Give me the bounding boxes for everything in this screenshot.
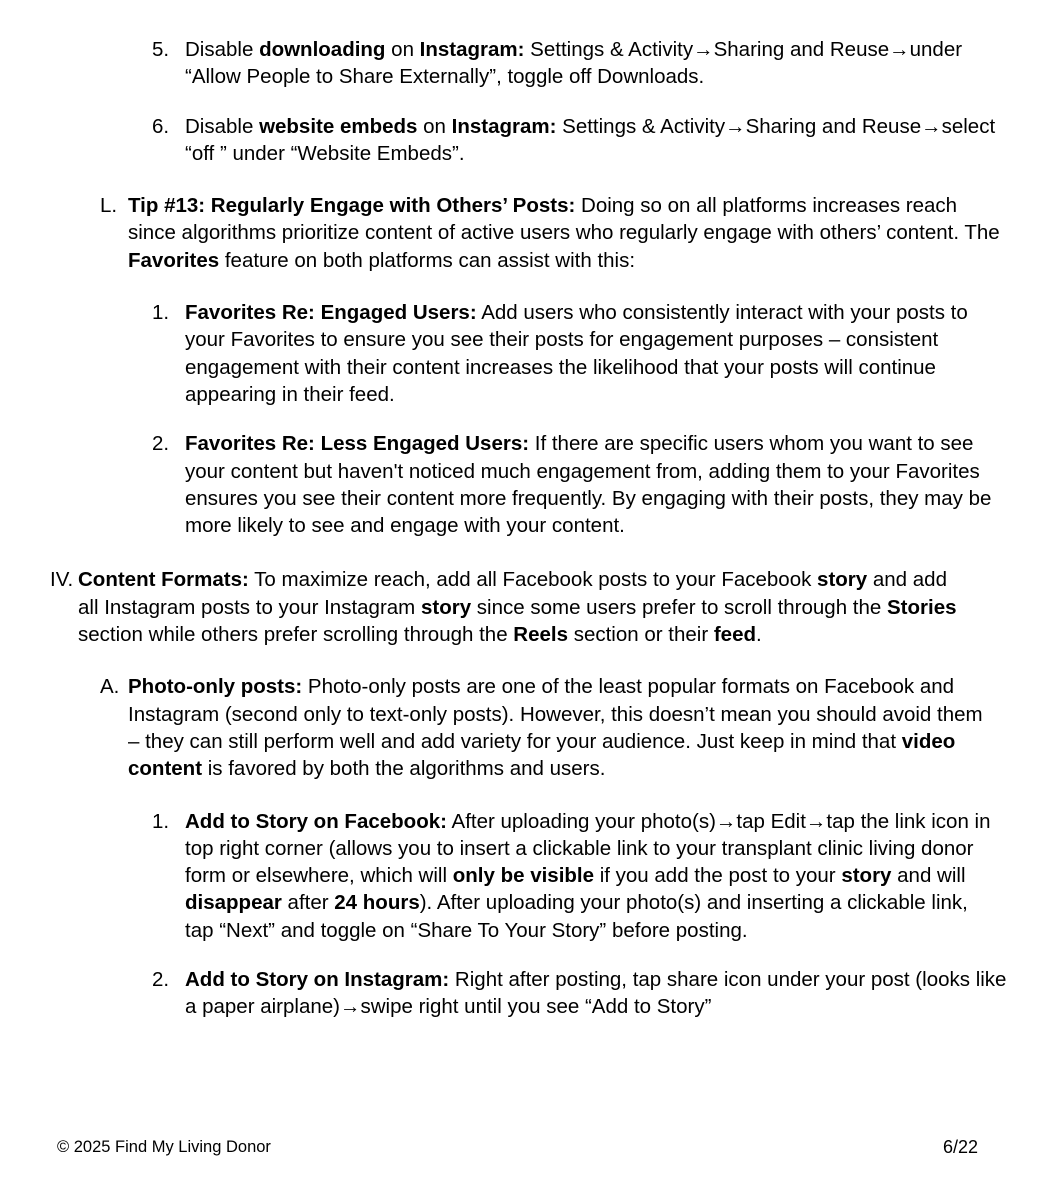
text-run: and will [891, 864, 966, 888]
list-item-text [185, 808, 997, 944]
text-run-bold: feed [713, 623, 757, 647]
text-run: . [756, 623, 762, 647]
text-run: section while others prefer scrolling through the [78, 623, 514, 647]
text-run-bold: disappear [185, 891, 282, 915]
list-item-6 [152, 113, 1015, 168]
text-run: on [417, 114, 452, 138]
text-run-bold: Reels [513, 623, 569, 647]
list-marker: 2. [152, 968, 170, 992]
text-run: Settings & Activity→Sharing and Reuse→select “off ” under “Website Embeds”. [185, 114, 996, 165]
text-run: If there are specific users whom you want to see your content but haven't noticed much engagement from, adding them to your Favorites ensures you see their content more frequently. By engaging with their posts, they may be more likely to see and engage with your content. [185, 432, 992, 538]
text-run: since some users prefer to scroll through the [471, 595, 887, 619]
list-item-text [185, 113, 1015, 168]
text-run: Settings & Activity→Sharing and Reuse→under “Allow People to Share Externally”, toggle off Downloads. [185, 38, 963, 89]
list-marker: L. [100, 194, 118, 218]
list-item-IV [50, 566, 962, 648]
list-item-IV-A [100, 673, 996, 782]
text-run: Disable [185, 38, 260, 61]
list-item-L-2 [152, 430, 1013, 539]
text-run-bold: story [420, 595, 472, 619]
text-run-bold: Add to Story on Instagram: [185, 968, 450, 992]
list-item-5 [152, 36, 985, 91]
text-run-bold: Favorites Re: Engaged Users: [185, 301, 477, 325]
text-run: after [281, 891, 335, 915]
text-run-bold: Add to Story on Facebook: [185, 809, 447, 833]
list-item-text [185, 966, 1007, 1021]
text-run-bold: website embeds [259, 114, 418, 138]
text-run-bold: video content [128, 729, 956, 781]
page-footer [0, 1129, 1040, 1181]
text-run: if you add the post to your [594, 864, 842, 888]
text-run-bold: only be visible [452, 864, 595, 888]
text-run-bold: story [841, 864, 892, 888]
list-item-text [185, 299, 980, 408]
text-run: Add users who consistently interact with your posts to your Favorites to ensure you see their posts for engagement purposes – consistent engagement with their content increases the likelihood that your posts will continue appearing in their feed. [185, 301, 968, 406]
text-run: Disable [185, 114, 260, 138]
list-item-L-1 [152, 299, 980, 408]
list-marker: 1. [152, 809, 170, 833]
list-marker: 1. [152, 301, 170, 325]
text-run: ). After uploading your photo(s) and inserting a clickable link, tap “Next” and toggle on “Share To Your Story” before posting. [185, 891, 968, 942]
list-item-L [100, 192, 1000, 274]
list-item-text [185, 430, 1013, 539]
list-marker: A. [100, 675, 120, 699]
text-run: After uploading your photo(s)→tap Edit→tap the link icon in top right corner (allows you to insert a clickable link to your transplant clinic living donor form or elsewhere, which will [185, 809, 991, 888]
text-run-bold: Instagram: [419, 38, 525, 61]
text-run: To maximize reach, add all Facebook posts to your Facebook [248, 568, 818, 592]
list-item-IV-A-1 [152, 808, 997, 944]
text-run: Doing so on all platforms increases reach since algorithms prioritize content of active users who regularly engage with others’ content. The [128, 194, 1000, 245]
text-run-bold: Photo-only posts: [128, 675, 303, 699]
text-run-bold: 24 hours [334, 891, 420, 915]
document-body [0, 36, 1040, 1021]
list-marker: IV. [50, 568, 74, 592]
text-run-bold: Stories [887, 595, 957, 619]
text-run: and add all Instagram posts to your Instagram [78, 568, 947, 619]
list-item-text [185, 36, 985, 91]
list-item-IV-A-2 [152, 966, 1007, 1021]
text-run-bold: downloading [259, 38, 386, 61]
list-item-text [128, 673, 996, 782]
list-marker: 5. [152, 38, 170, 61]
text-run: section or their [568, 623, 714, 647]
text-run-bold: Tip #13: Regularly Engage with Others’ Posts: [128, 194, 576, 218]
text-run: Right after posting, tap share icon under your post (looks like a paper airplane)→swipe right until you see “Add to Story” [185, 968, 1007, 1019]
text-run-bold: Favorites Re: Less Engaged Users: [185, 432, 530, 456]
text-run-bold: Favorites [128, 248, 220, 272]
text-run: feature on both platforms can assist with this: [219, 248, 636, 272]
list-item-text [128, 192, 1000, 274]
text-run: Photo-only posts are one of the least popular formats on Facebook and Instagram (second only to text-only posts). However, this doesn’t mean you should avoid them – they can still perform well and add variety for your audience. Just keep in mind that [128, 675, 983, 753]
text-run-bold: story [817, 568, 868, 592]
list-marker: 6. [152, 114, 170, 138]
text-run: is favored by both the algorithms and users. [202, 757, 606, 781]
copyright-notice: © 2025 Find My Living Donor [57, 1138, 271, 1156]
page-number: 6/22 [942, 1137, 978, 1157]
list-item-text [78, 566, 962, 648]
text-run: on [385, 38, 420, 61]
text-run-bold: Instagram: [451, 114, 557, 138]
list-marker: 2. [152, 432, 170, 456]
text-run-bold: Content Formats: [78, 568, 249, 592]
